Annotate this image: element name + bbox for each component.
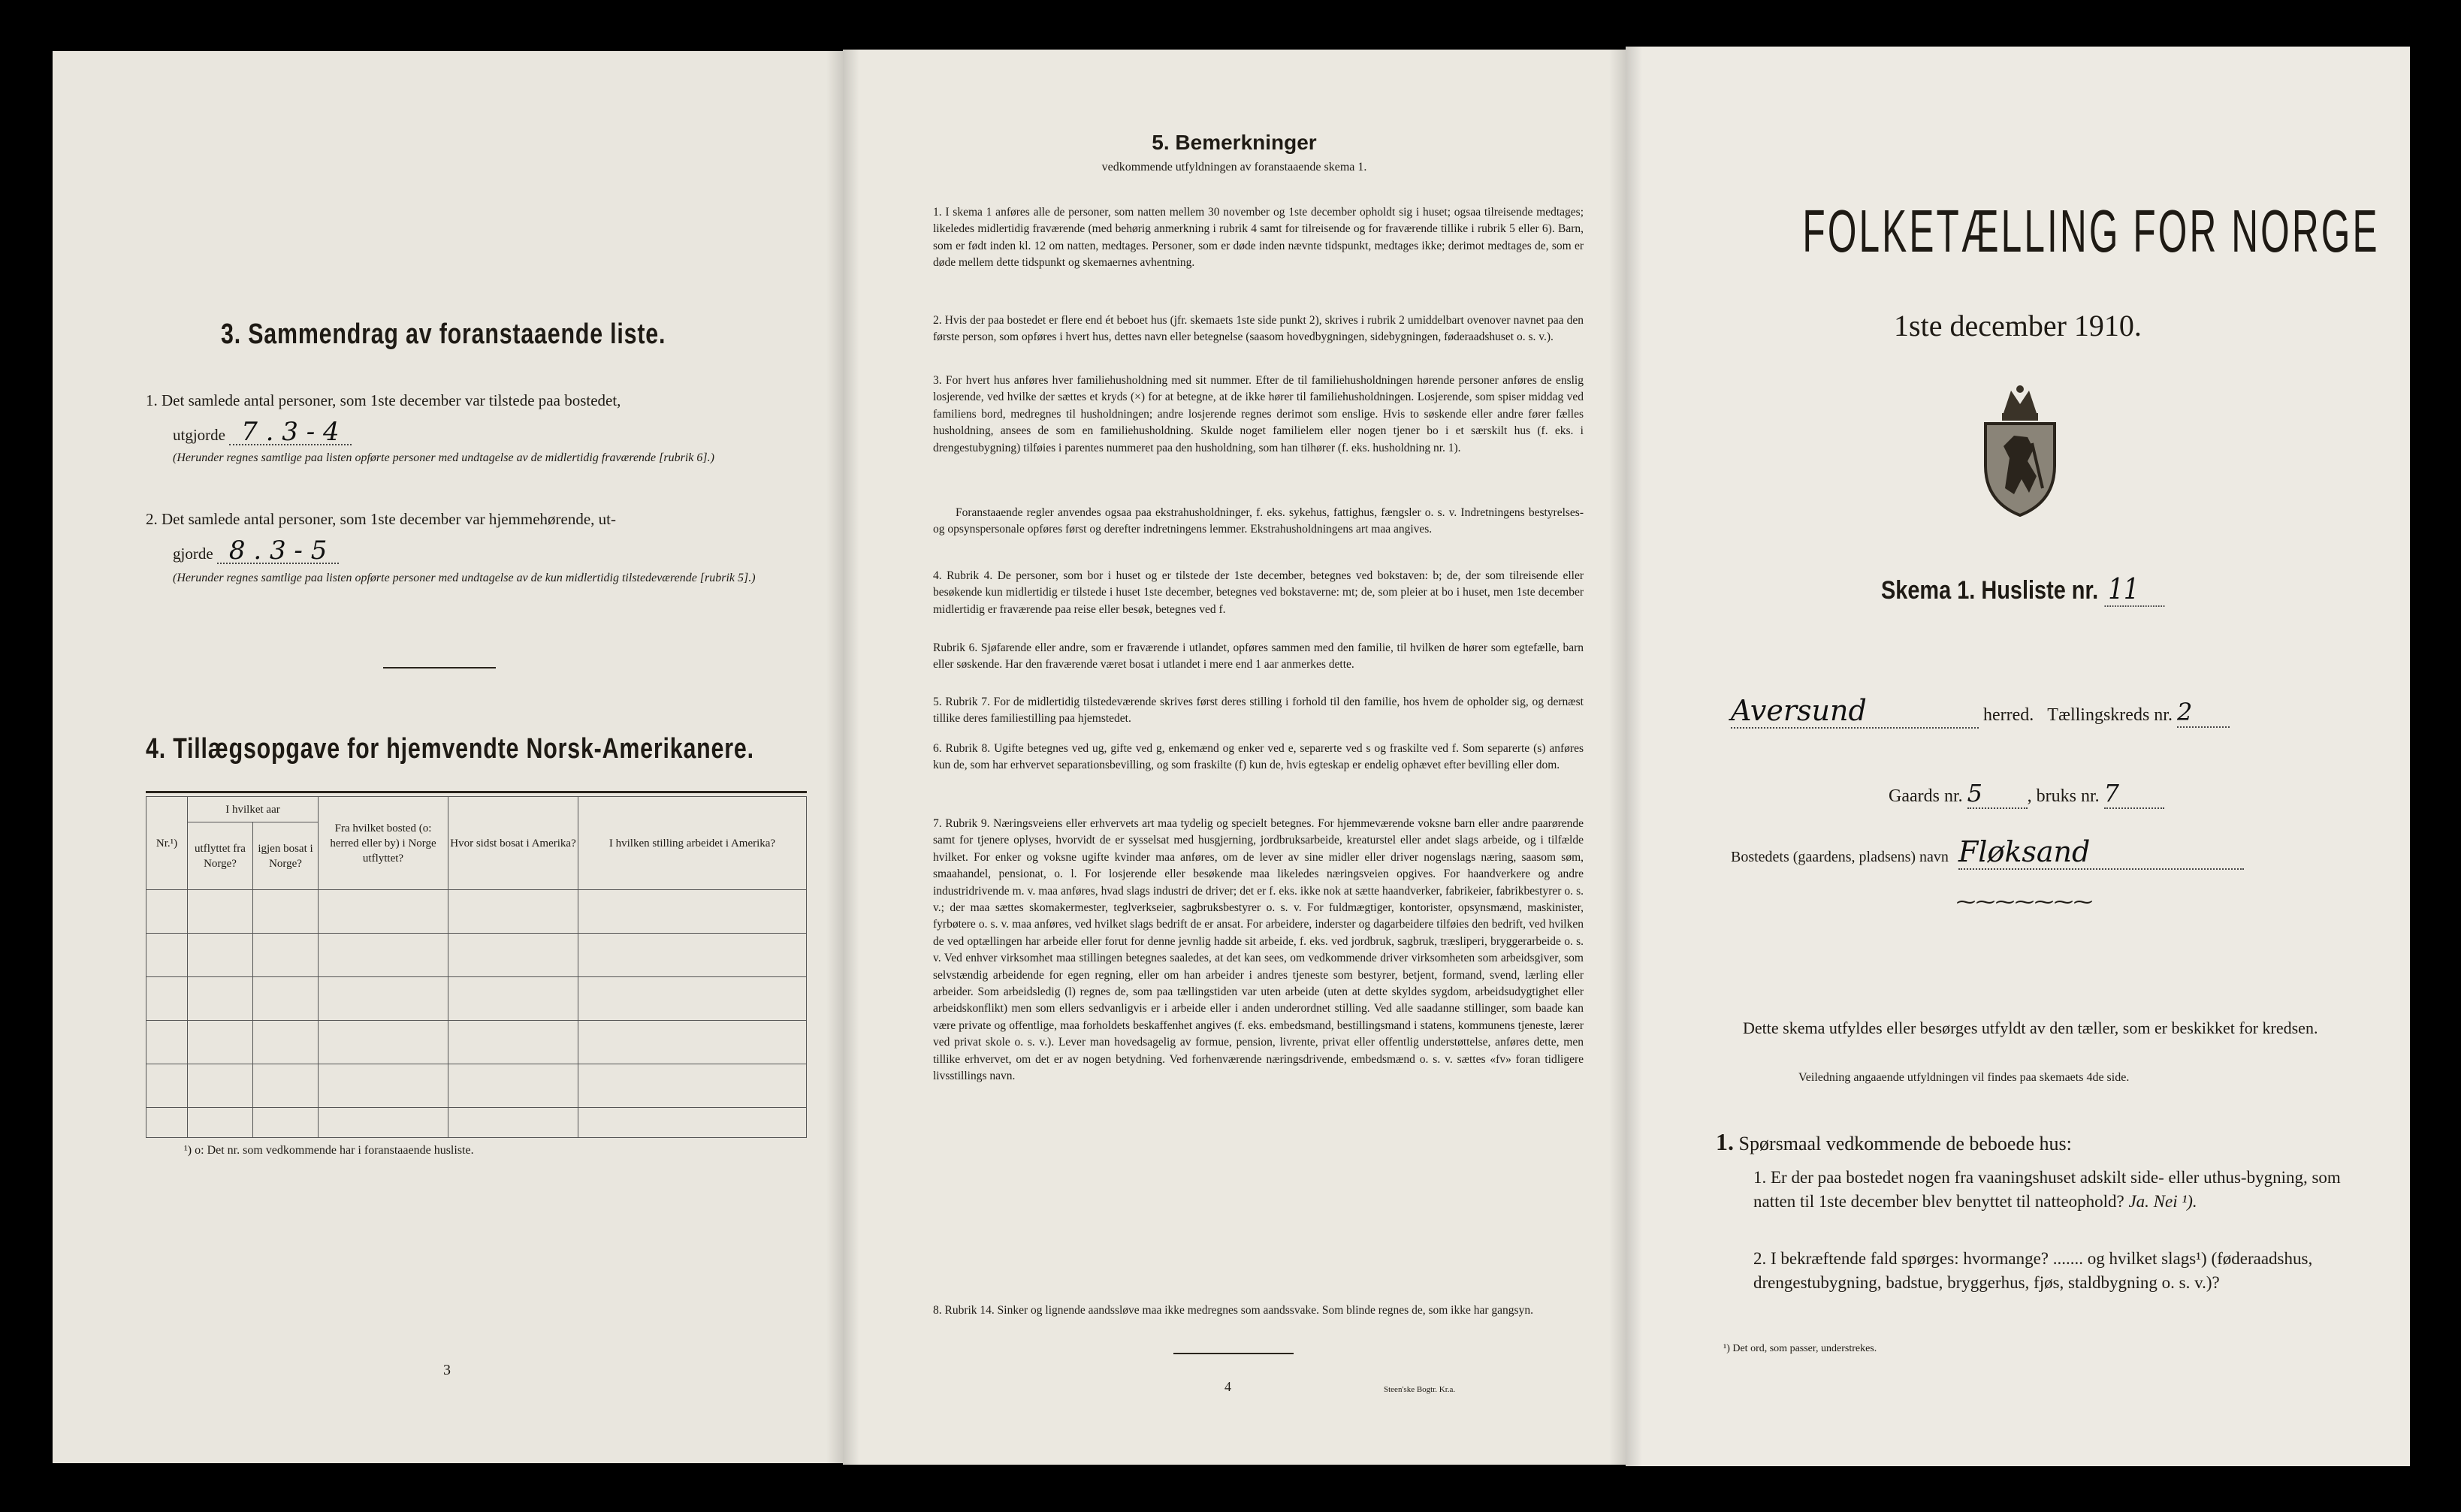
herred-value: Aversund xyxy=(1731,694,1979,729)
section4-title: 4. Tillægsopgave for hjemvendte Norsk-Amerikanere. xyxy=(146,733,754,765)
summary-item-2-note: (Herunder regnes samtlige paa listen opførte personer med undtagelse av de kun midlertidig tilstedeværende [rubrik 5].) xyxy=(173,572,756,584)
resident-count-value: 8 . 3 - 5 xyxy=(217,539,339,564)
page-number: 4 xyxy=(1224,1379,1231,1394)
gaards-line: Gaards nr. 5 , bruks nr. 7 xyxy=(1889,779,2164,809)
col-header-nr: Nr.¹) xyxy=(146,797,188,890)
table-row xyxy=(146,1108,807,1138)
divider xyxy=(383,667,496,668)
question-heading-text: Spørsmaal vedkommende de beboede hus: xyxy=(1738,1133,2072,1154)
cover-date: 1ste december 1910. xyxy=(1894,309,2142,343)
summary-item-2: 2. Det samlede antal personer, som 1ste december var hjemmehørende, ut- xyxy=(146,510,617,528)
right-page xyxy=(1626,47,2410,1466)
table-row xyxy=(146,977,807,1021)
husliste-nr-value: 11 xyxy=(2104,572,2164,607)
kreds-value: 2 xyxy=(2177,698,2230,728)
page-fold-shadow xyxy=(826,51,843,1463)
left-page xyxy=(53,51,843,1463)
remark-4-rubrik6: Rubrik 6. Sjøfarende eller andre, som er fraværende i utlandet, opføres sammen med den familie, til hvilken de hører som egtefælle, barn eller søskende. Har den fraværende været bosat i utlandet i mere end 1 aar anmerkes dette. xyxy=(933,641,1584,671)
remark-3: 3. For hvert hus anføres hver familiehusholdning med sit nummer. Efter de til familiehusholdningen hørende personer anføres de enslig losjerende, ved hvilke der sættes et kryds (×) for at betegne, at de ikke hører til familiehusholdningen. Losjerende, som spiser middag ved familiens bord, medregnes til husholdningen; andre losjerende regnes derimot som enslige. Hvis to søskende eller andre fører fælles husholdning, ansees de som en familiehusholdning. Skulde noget familielem eller nogen tjener bo i et særskilt hus (f. eks. i drengestubygning) tilføies i parentes nummeret paa den husholdning, som han tilhører (f. eks. husholdning nr. 1). xyxy=(933,374,1584,454)
page-number: 3 xyxy=(443,1362,451,1378)
table-top-rule xyxy=(146,791,807,793)
middle-page xyxy=(843,50,1626,1465)
bosted-line xyxy=(1731,835,2244,870)
remark-6: 6. Rubrik 8. Ugifte betegnes ved ug, gifte ved g, enkemænd og enker ved e, separerte ved s og fraskilte ved f. Som separerte (s) anføres kun de, som har erhvervet separationsbevilling, og som fraskilte (f) kun de, hvis egteskap er endelig ophævet efter bevilling eller dom. xyxy=(933,742,1584,772)
question-1 xyxy=(1753,1166,2347,1214)
col-header-utflyttet: utflyttet fra Norge? xyxy=(188,822,253,890)
skema-line xyxy=(1881,572,2164,607)
summary-item-1: 1. Det samlede antal personer, som 1ste december var tilstede paa bostedet, xyxy=(146,391,621,409)
col-header-igjen: igjen bosat i Norge? xyxy=(253,822,319,890)
page-fold-shadow xyxy=(1609,50,1626,1465)
bruks-label: bruks nr. xyxy=(2036,786,2100,806)
table-row xyxy=(146,934,807,977)
summary-item-1-total xyxy=(173,417,352,447)
remark-5: 5. Rubrik 7. For de midlertidig tilstedeværende skrives først deres stilling i forhold til den familie, hos hvem de opholder sig, og dernæst tillike deres familiestilling paa hjemstedet. xyxy=(933,696,1584,726)
skema-label: Skema 1. Husliste nr. xyxy=(1881,576,2099,605)
herred-line xyxy=(1731,694,2422,729)
bosted-label: Bostedets (gaardens, pladsens) navn xyxy=(1731,849,1949,865)
cover-title: FOLKETÆLLING FOR NORGE xyxy=(1802,198,2380,264)
col-header-fra-hvilket: Fra hvilket bosted (o: herred eller by) i Norge utflyttet? xyxy=(319,797,448,890)
summary-item-1-note: (Herunder regnes samtlige paa listen opførte personer med undtagelse av de midlertidig fraværende [rubrik 6].) xyxy=(173,451,714,464)
summary-item-2-total xyxy=(173,536,339,566)
question-heading-number: 1. xyxy=(1716,1128,1734,1155)
remark-1: 1. I skema 1 anføres alle de personer, som natten mellem 30 november og 1ste december opholdt sig i huset; ogsaa tilreisende medtages; likeledes midlertidig fraværende (med behørig anmerkning i rubrik 4 samt for tilreisende og for fraværende tillike i rubrik 5 eller 6). Barn, som er født inden kl. 12 om natten, medtages. Personer, som er døde inden nævnte tidspunkt, medtages ikke; derimot medtages de, som er døde mellem dette tidspunkt og skemaernes avhentning. xyxy=(933,206,1584,270)
remarks-subtitle: vedkommende utfyldningen av foranstaaende skema 1. xyxy=(1101,161,1367,174)
utgjorde-label: gjorde xyxy=(173,545,213,563)
norwegian-coat-of-arms-icon xyxy=(1975,383,2065,517)
remark-7: 7. Rubrik 9. Næringsveiens eller erhvervets art maa tydelig og specielt betegnes. For hjemmeværende voksne barn eller andre paarørende samt for tjenere oplyses, hvorvidt de er sysselsat med husgjerning, jordbruksarbeide, kreaturstel eller andet slags arbeide, og i tilfælde hvilket. For enker og voksne ugifte kvinder maa anføres, om de lever av sine midler eller driver nogenslags næring, saasom søm, smaahandel, pensionat, o. l. For losjerende eller besøkende maa likeledes næringsveien opgives. For haandverkere og andre industridrivende m. v. maa anføres, hvad slags industri de driver; det er f. eks. ikke nok at sætte haandverker, fabrikeier, fabrikbestyrer o. s. v.; der maa sættes skomakermester, teglverkseier, sagbruksbestyrer o. s. v. For fuldmægtiger, kontorister, opsynsmænd, maskinister, fyrbøtere o. s. v. maa anføres, ved hvilket slags bedrift de er ansat. For arbeidere, inderster og dagarbeidere tilføies den bedrift, ved hvilken de ved optællingen har arbeide eller forut for denne jevnlig hadde sit arbeide, f. eks. ved jordbruk, sagbruk, træsliperi, bryggerarbeide o. s. v. Ved enhver virksomhet maa stillingen betegnes saaledes, at det kan sees, om vedkommende driver virksomheten som arbeidsgiver, som selvstændig arbeidende for egen regning, eller om han arbeider i andres tjeneste som bestyrer, betjent, formand, svend, lærling eller arbeider. Som arbeidsledig (l) regnes de, som paa tællingstiden var uten arbeide (uten at dette skyldes sygdom, arbeidsudygtighet eller arbeidskonflikt) men som ellers sedvanligvis er i arbeide eller i anden underordnet stilling. Ved alle saadanne stillinger, som baade kan være private og offentlige, maa forholdets beskaffenhet angives (f. eks. embedsmand, bestillingsmand i statens, kommunens tjeneste, lærer ved privat skole o. s. v.). Lever man hovedsagelig av formue, pension, livrente, privat eller offentlig understøttelse, anføres dette, men tillike erhvervet, om det er av nogen betydning. Ved forhenværende næringsdrivende, embedsmænd o. s. v. sættes «fv» foran tidligere livsstillings navn. xyxy=(933,817,1584,1083)
question-2: 2. I bekræftende fald spørges: hvormange? ....... og hvilket slags¹) (føderaadshus, drengestubygning, badstue, bryggerhus, fjøs, staldbygning o. s. v.)? xyxy=(1753,1249,2313,1292)
instruction-small: Veiledning angaaende utfyldningen vil findes paa skemaets 4de side. xyxy=(1798,1071,2130,1084)
remark-2: 2. Hvis der paa bostedet er flere end ét beboet hus (jfr. skemaets 1ste side punkt 2), skrives i rubrik 2 umiddelbart ovenover navnet paa den første person, som opføres i hvert hus, dettes navn eller betegnelse (saasom hovedbygningen, sidebygningen, føderaadshuset o. s. v.). xyxy=(933,314,1584,344)
col-header-stilling: I hvilken stilling arbeidet i Amerika? xyxy=(578,797,807,890)
divider xyxy=(1173,1353,1294,1354)
page-fold-shadow xyxy=(843,50,859,1465)
col-header-year-group: I hvilket aar xyxy=(188,797,319,822)
remark-3-extra: Foranstaaende regler anvendes ogsaa paa ekstrahusholdninger, f. eks. sykehus, fattighus, fængsler o. s. v. Indretningens bestyrelses- og opsynspersonale opføres først og derefter indretningens lemmer. Ekstrahusholdningens art maa angives. xyxy=(933,506,1584,536)
table-row xyxy=(146,890,807,934)
table-footnote: ¹) o: Det nr. som vedkommende har i foranstaaende husliste. xyxy=(184,1144,474,1157)
cover-title-wrap xyxy=(1626,197,2410,266)
remark-4: 4. Rubrik 4. De personer, som bor i huset og er tilstede der 1ste december, betegnes ved bokstaven: b; de, der som tilreisende eller besøkende kun midlertidig er tilstede i huset 1ste december, betegnes ved bokstaverne: mt; de, som pleier at bo i huset, men 1ste december midlertidig er fraværende paa reise eller besøk, betegnes ved f. xyxy=(933,569,1584,616)
remarks-title: 5. Bemerkninger xyxy=(1152,131,1317,154)
gaards-label: Gaards nr. xyxy=(1889,786,1963,806)
question-1-answer: Ja. Nei ¹). xyxy=(2128,1192,2197,1211)
norsk-amerikanere-table xyxy=(146,796,807,1138)
table-row xyxy=(146,1064,807,1108)
kreds-label: Tællingskreds nr. xyxy=(2047,705,2173,725)
present-count-value: 7 . 3 - 4 xyxy=(229,421,351,445)
instruction-text: Dette skema utfyldes eller besørges utfyldt av den tæller, som er beskikket for kredsen. xyxy=(1743,1019,2318,1037)
table-row xyxy=(146,1021,807,1064)
question-1-text: 1. Er der paa bostedet nogen fra vaaningshuset adskilt side- eller uthus-bygning, som natten til 1ste december blev benyttet til natteophold? xyxy=(1753,1168,2341,1211)
utgjorde-label: utgjorde xyxy=(173,426,225,444)
gaards-value: 5 xyxy=(1967,779,2028,809)
bosted-value: Fløksand xyxy=(1958,835,2244,870)
herred-label: herred. xyxy=(1983,705,2034,725)
question-heading xyxy=(1716,1128,2072,1156)
ornament-divider-icon: ⁓⁓⁓⁓⁓⁓⁓ xyxy=(1956,891,2093,913)
footnote: ¹) Det ord, som passer, understrekes. xyxy=(1723,1343,1877,1354)
col-header-hvor-sidst: Hvor sidst bosat i Amerika? xyxy=(448,797,578,890)
remark-8: 8. Rubrik 14. Sinker og lignende aandssløve maa ikke medregnes som aandssvake. Som blinde regnes de, som ikke har gangsyn. xyxy=(933,1304,1533,1317)
section3-title: 3. Sammendrag av foranstaaende liste. xyxy=(221,318,666,350)
bruks-value: 7 xyxy=(2104,779,2164,809)
printer-mark: Steen'ske Bogtr. Kr.a. xyxy=(1384,1385,1456,1394)
